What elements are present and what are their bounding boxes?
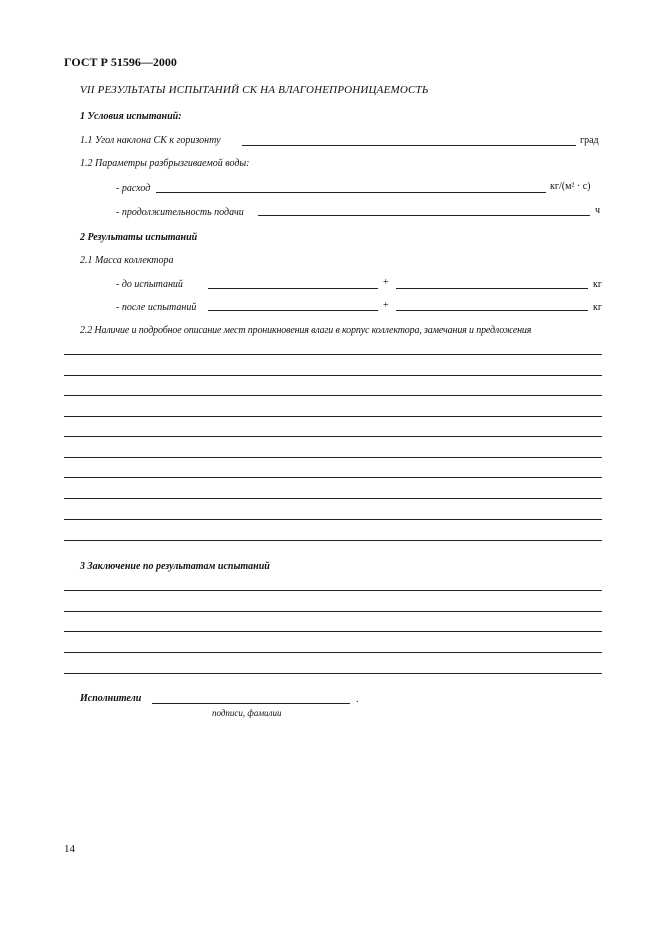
- conditions-heading: 1 Условия испытаний:: [80, 111, 182, 122]
- description-line[interactable]: [64, 436, 602, 437]
- description-line[interactable]: [64, 354, 602, 355]
- flow-unit: кг/(м² · с): [550, 181, 591, 192]
- mass-after-label: - после испытаний: [116, 302, 197, 313]
- mass-before-unit: кг: [593, 279, 602, 290]
- angle-unit: град: [580, 135, 599, 146]
- conclusion-line[interactable]: [64, 652, 602, 653]
- description-line[interactable]: [64, 477, 602, 478]
- mass-before-field-1[interactable]: [208, 288, 378, 289]
- description-line[interactable]: [64, 416, 602, 417]
- conclusion-line[interactable]: [64, 590, 602, 591]
- page-number: 14: [64, 843, 75, 855]
- angle-field-line[interactable]: [242, 145, 576, 146]
- mass-before-label: - до испытаний: [116, 279, 183, 290]
- conclusion-heading: 3 Заключение по результатам испытаний: [80, 561, 270, 572]
- mass-before-field-2[interactable]: [396, 288, 588, 289]
- conclusion-line[interactable]: [64, 631, 602, 632]
- results-heading: 2 Результаты испытаний: [80, 232, 198, 243]
- mass-after-plus: +: [383, 300, 389, 311]
- description-line[interactable]: [64, 375, 602, 376]
- mass-after-field-2[interactable]: [396, 310, 588, 311]
- mass-after-unit: кг: [593, 302, 602, 313]
- mass-before-plus: +: [383, 277, 389, 288]
- angle-label: 1.1 Угол наклона СК к горизонту: [80, 135, 221, 146]
- mass-label: 2.1 Масса коллектора: [80, 255, 174, 266]
- description-line[interactable]: [64, 540, 602, 541]
- conclusion-line[interactable]: [64, 611, 602, 612]
- signature-caption: подписи, фамилии: [212, 708, 282, 718]
- section-title: VII РЕЗУЛЬТАТЫ ИСПЫТАНИЙ СК НА ВЛАГОНЕПРОНИЦАЕМОСТЬ: [80, 84, 429, 96]
- water-params-label: 1.2 Параметры разбрызгиваемой воды:: [80, 158, 250, 169]
- duration-unit: ч: [595, 205, 601, 216]
- mass-after-field-1[interactable]: [208, 310, 378, 311]
- duration-field-line[interactable]: [258, 215, 590, 216]
- conclusion-line[interactable]: [64, 673, 602, 674]
- description-line[interactable]: [64, 457, 602, 458]
- executors-label: Исполнители: [80, 693, 142, 704]
- description-line[interactable]: [64, 519, 602, 520]
- duration-label: - продолжительность подачи: [116, 207, 244, 218]
- description-line[interactable]: [64, 395, 602, 396]
- description-label: 2.2 Наличие и подробное описание мест проникновения влаги в корпус коллектора, замечания и предложения: [80, 325, 532, 336]
- flow-field-line[interactable]: [156, 192, 546, 193]
- flow-label: - расход: [116, 183, 151, 194]
- description-line[interactable]: [64, 498, 602, 499]
- signature-dot: .: [356, 694, 359, 705]
- document-code: ГОСТ Р 51596—2000: [64, 55, 177, 69]
- signature-line[interactable]: [152, 703, 350, 704]
